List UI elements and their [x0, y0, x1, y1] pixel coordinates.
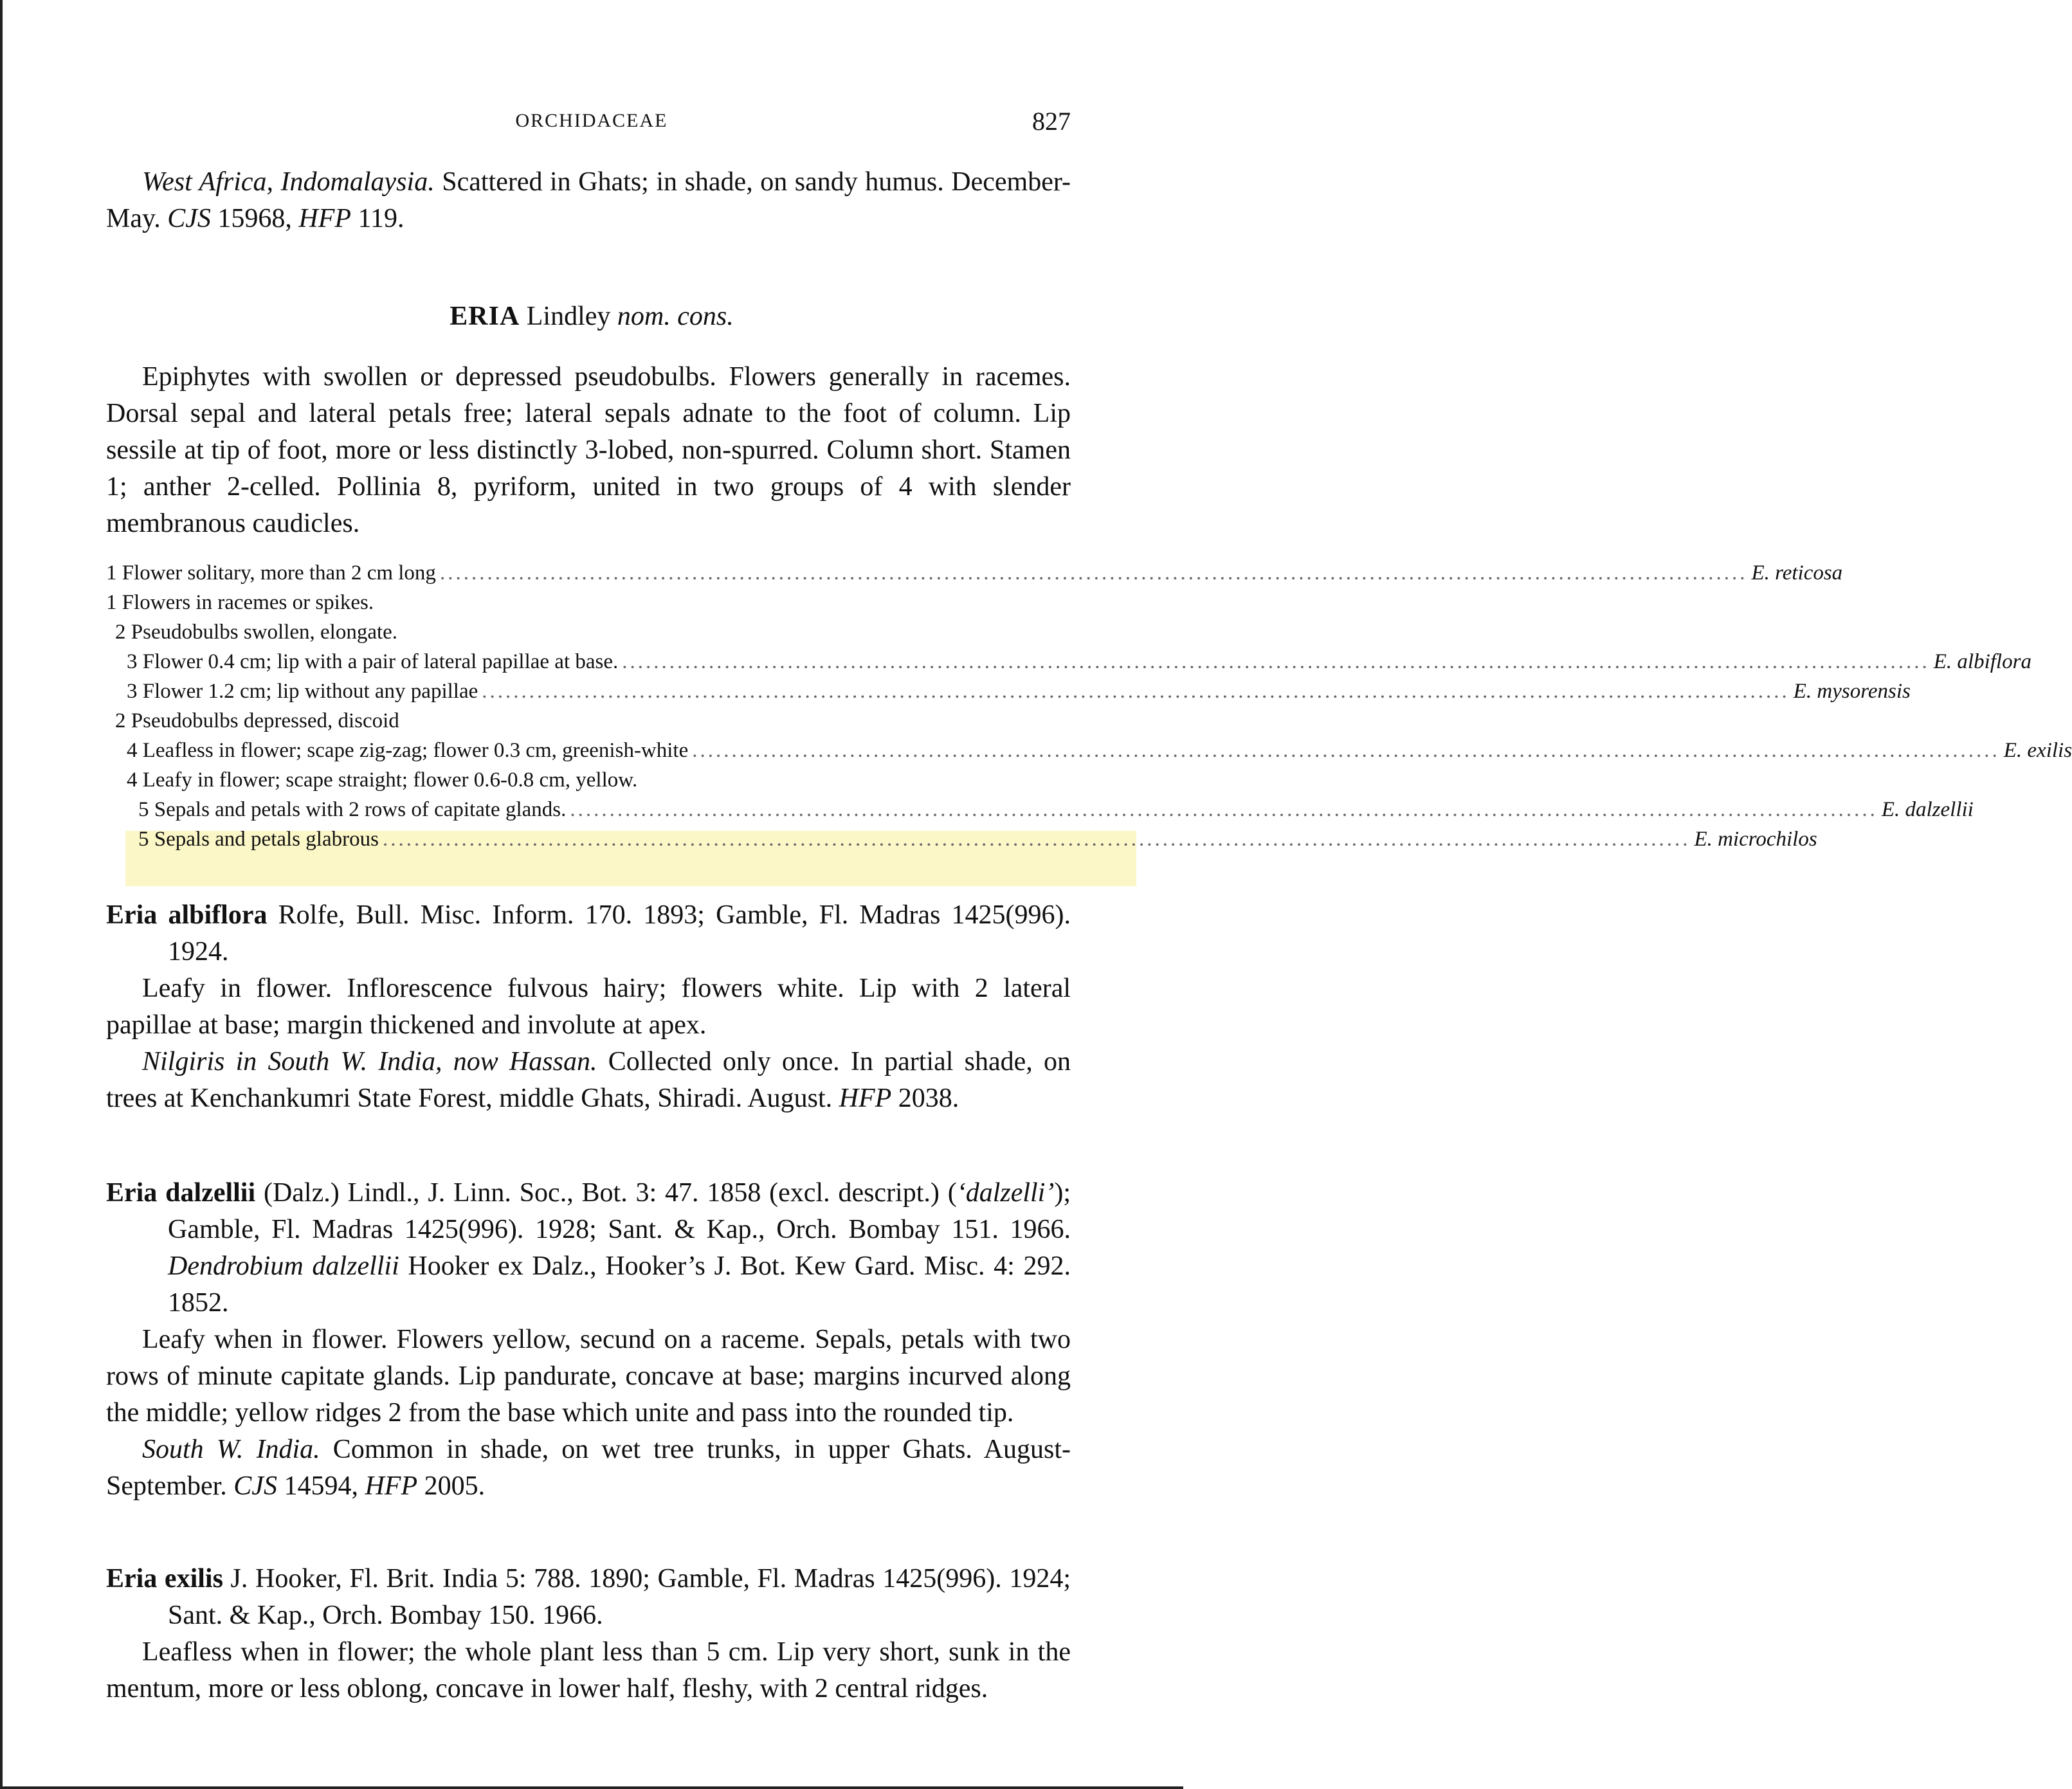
scan-edge-left	[0, 0, 3, 1789]
species-name: Eria dalzellii	[106, 1178, 256, 1208]
species-citation: Eria albiflora Rolfe, Bull. Misc. Inform. 170. 1893; Gamble, Fl. Madras 1425(996). 1924.	[106, 900, 1071, 967]
key-row: 4 Leafless in flower; scape zig-zag; flower 0.3 cm, greenish-white ...................................................................................................................................................................... E. exilis	[106, 736, 1077, 765]
genus-description-block	[106, 359, 1071, 542]
species-entry-exilis	[106, 1561, 1071, 1707]
species-entry-albiflora	[106, 897, 1071, 1117]
genus-name: ERIA	[450, 302, 520, 331]
species-distribution: Nilgiris in South W. India, now Hassan. Collected only once. In partial shade, on trees at Kenchankumri State Forest, middle Ghats, Shiradi. August. HFP 2038.	[106, 1047, 1071, 1113]
genus-heading	[0, 301, 1183, 332]
genus-description: Epiphytes with swollen or depressed pseudobulbs. Flowers generally in racemes. Dorsal sepal and lateral petals free; lateral sepals adnate to the foot of column. Lip sessile at tip of foot, more or less distinctly 3-lobed, non-spurred. Column short. Stamen 1; anther 2-celled. Pollinia 8, pyriform, united in two groups of 4 with slender membranous caudicles.	[106, 362, 1071, 538]
species-description: Leafy in flower. Inflorescence fulvous hairy; flowers white. Lip with 2 lateral papillae at base; margin thickened and involute at apex.	[106, 974, 1071, 1040]
key-taxon: E. dalzellii	[1881, 798, 1974, 821]
key-row: 4 Leafy in flower; scape straight; flower 0.6-0.8 cm, yellow.	[127, 768, 638, 792]
species-description: Leafy when in flower. Flowers yellow, secund on a raceme. Sepals, petals with two rows of minute capitate glands. Lip pandurate, concave at base; margins incurved along the middle; yellow ridges 2 from the base which unite and pass into the rounded tip.	[106, 1325, 1071, 1428]
key-taxon: E. microchilos	[1694, 828, 1817, 851]
species-entry-dalzellii	[106, 1175, 1071, 1505]
species-distribution: South W. India. Common in shade, on wet tree trunks, in upper Ghats. August-September. CJS 14594, HFP 2005.	[106, 1435, 1071, 1501]
key-taxon: E. albiflora	[1933, 650, 2031, 673]
key-taxon: E. reticosa	[1751, 561, 1843, 585]
page-number: 827	[1032, 107, 1071, 136]
running-title: ORCHIDACEAE	[515, 110, 668, 131]
scan-edge-bottom	[0, 1786, 1183, 1789]
key-taxon: E. mysorensis	[1793, 680, 1911, 703]
key-row: 2 Pseudobulbs swollen, elongate.	[115, 621, 398, 644]
genus-status: nom. cons.	[617, 302, 734, 331]
identification-key	[106, 558, 2072, 854]
species-name: Eria exilis	[106, 1564, 223, 1594]
species-synonym: Dendrobium dalzellii	[168, 1251, 399, 1281]
previous-species-tail	[106, 164, 1071, 237]
species-name: Eria albiflora	[106, 900, 268, 930]
key-taxon: E. exilis	[2003, 739, 2072, 762]
key-row: 3 Flower 0.4 cm; lip with a pair of lateral papillae at base. ...................................................................................................................................................................... E. albiflora	[106, 647, 1077, 677]
genus-author: Lindley	[520, 302, 617, 331]
distribution-region: West Africa, Indomalaysia.	[142, 167, 435, 197]
key-row: 1 Flower solitary, more than 2 cm long ...................................................................................................................................................................... E. reticosa	[106, 558, 1077, 588]
species-citation: Eria exilis J. Hooker, Fl. Brit. India 5: 788. 1890; Gamble, Fl. Madras 1425(996). 1924; Sant. & Kap., Orch. Bombay 150. 1966.	[106, 1564, 1071, 1630]
species-description: Leafless when in flower; the whole plant less than 5 cm. Lip very short, sunk in the mentum, more or less oblong, concave in lower half, fleshy, with 2 central ridges.	[106, 1637, 1071, 1703]
key-row: 2 Pseudobulbs depressed, discoid	[115, 709, 399, 732]
running-head	[0, 106, 1183, 138]
key-row: 1 Flowers in racemes or spikes.	[106, 591, 374, 614]
species-citation: Eria dalzellii (Dalz.) Lindl., J. Linn. Soc., Bot. 3: 47. 1858 (excl. descript.) (‘dalzelli’); Gamble, Fl. Madras 1425(996). 1928; Sant. & Kap., Orch. Bombay 151. 1966. Dendrobium dalzellii Hooker ex Dalz., Hooker’s J. Bot. Kew Gard. Misc. 4: 292. 1852.	[106, 1178, 1071, 1318]
key-row: 5 Sepals and petals with 2 rows of capitate glands. ...................................................................................................................................................................... E. dalzellii	[106, 795, 1077, 824]
distribution-paragraph: West Africa, Indomalaysia. Scattered in Ghats; in shade, on sandy humus. December-May. CJS 15968, HFP 119.	[106, 167, 1071, 233]
key-row: 3 Flower 1.2 cm; lip without any papillae ...................................................................................................................................................................... E. mysorensis	[106, 677, 1077, 706]
key-row: 5 Sepals and petals glabrous ...................................................................................................................................................................... E. microchilos	[106, 824, 1077, 854]
